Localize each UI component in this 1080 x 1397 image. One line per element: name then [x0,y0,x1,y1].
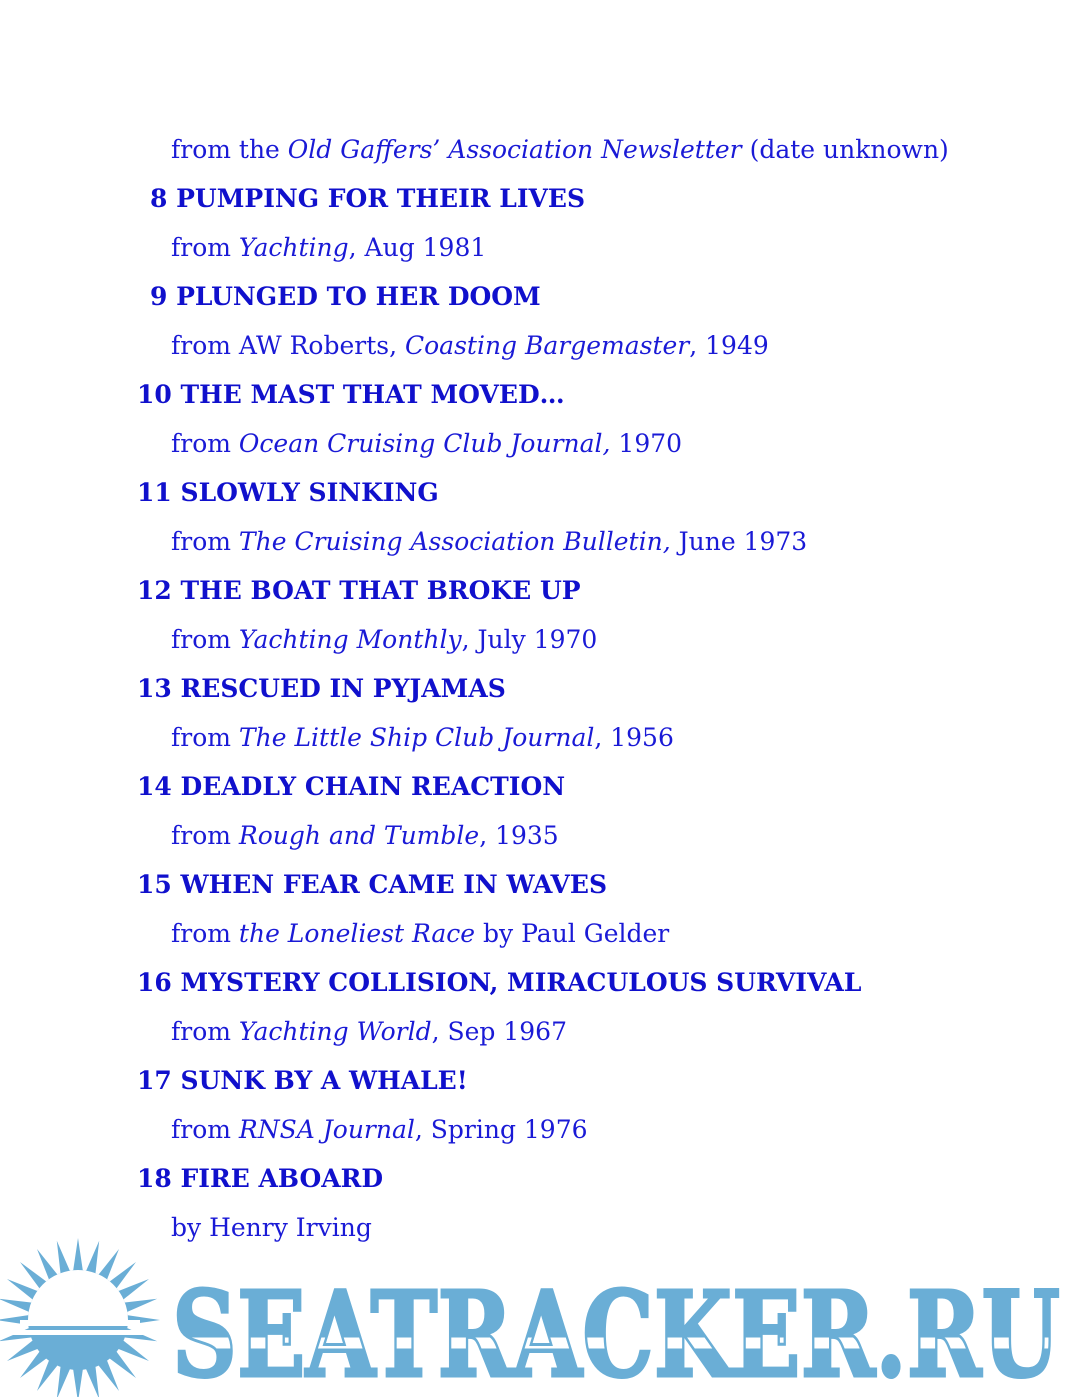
toc-entry-number: 15 [137,870,172,899]
source-prefix: from [171,625,239,654]
toc-entry-title [137,772,565,802]
source-prefix: from [171,723,239,752]
toc-entry-heading: MYSTERY COLLISION, MIRACULOUS SURVIVAL [180,968,862,997]
source-prefix: from [171,233,239,262]
toc-entry-title [137,478,439,508]
toc-entry-title [137,870,607,900]
toc-entry-title [137,380,565,410]
source-suffix: , Spring 1976 [414,1115,588,1144]
toc-entry-source [171,1017,567,1047]
toc-entry-number: 12 [137,576,172,605]
toc-entry-source [171,919,669,949]
source-prefix: from [171,919,239,948]
toc-entry-number: 11 [137,478,172,507]
source-suffix: , Sep 1967 [431,1017,567,1046]
watermark [0,1238,1080,1397]
source-prefix: from [171,821,239,850]
toc-entry-number: 9 [150,282,168,311]
toc-entry-title [150,184,585,214]
toc-entry-number: 10 [137,380,172,409]
toc-entry-number: 8 [150,184,168,213]
toc-entry-heading: PLUNGED TO HER DOOM [176,282,541,311]
sun-over-sea-icon [0,1238,160,1397]
toc-entry-source [171,233,486,263]
source-prefix: from [171,429,239,458]
toc-entry-number: 16 [137,968,172,997]
toc-entry-source [171,625,597,655]
toc-entry-title [137,1066,468,1096]
toc-entry-title [137,576,581,606]
source-suffix: 1970 [610,429,683,458]
toc-entry-title [137,674,506,704]
source-prefix: from [171,527,239,556]
toc-entry-heading: PUMPING FOR THEIR LIVES [176,184,586,213]
toc-entry-source [171,331,769,361]
source-publication: Yachting Monthly [238,625,462,654]
source-suffix: , 1949 [689,331,769,360]
source-publication: Coasting Bargemaster [404,331,690,360]
toc-entry-source [171,821,559,851]
toc-entry-heading: THE MAST THAT MOVED… [180,380,565,409]
source-publication: The Cruising Association Bulletin, [238,527,671,556]
toc-entry-heading: SUNK BY A WHALE! [180,1066,468,1095]
toc-entry-heading: RESCUED IN PYJAMAS [180,674,506,703]
source-prefix: from AW Roberts, [171,331,405,360]
toc-entry-number: 13 [137,674,172,703]
source-suffix: June 1973 [670,527,808,556]
toc-entry-title [137,1164,383,1194]
source-suffix: (date unknown) [741,135,949,164]
toc-entry-heading: THE BOAT THAT BROKE UP [180,576,581,605]
toc-entry-source [171,527,807,557]
toc-entry-source [171,1115,588,1145]
toc-entry-source [171,135,949,165]
source-publication: Ocean Cruising Club Journal, [238,429,611,458]
source-publication: Old Gaffers’ Association Newsletter [287,135,742,164]
toc-entry-title [137,968,861,998]
toc-entry-heading: FIRE ABOARD [180,1164,384,1193]
source-publication: Rough and Tumble [238,821,480,850]
source-publication: Yachting [238,233,349,262]
source-publication: Yachting World [238,1017,432,1046]
source-suffix: , July 1970 [461,625,598,654]
source-publication: The Little Ship Club Journal [238,723,595,752]
toc-entry-number: 18 [137,1164,172,1193]
toc-entry-source [171,429,682,459]
toc-entry-number: 17 [137,1066,172,1095]
toc-entry-source [171,723,674,753]
source-prefix: from [171,1017,239,1046]
toc-entry-heading: DEADLY CHAIN REACTION [180,772,566,801]
toc-entry-heading: SLOWLY SINKING [180,478,439,507]
watermark-text: SEATRACKER.RU [172,1265,1060,1397]
source-suffix: , 1935 [479,821,559,850]
source-publication: RNSA Journal [238,1115,415,1144]
source-suffix: by Paul Gelder [475,919,670,948]
source-prefix: from the [171,135,288,164]
source-suffix: , 1956 [594,723,674,752]
toc-entry-number: 14 [137,772,172,801]
source-prefix: from [171,1115,239,1144]
source-publication: the Loneliest Race [238,919,476,948]
source-suffix: , Aug 1981 [348,233,487,262]
source-prefix: by Henry Irving [171,1213,372,1242]
toc-entry-heading: WHEN FEAR CAME IN WAVES [180,870,608,899]
toc-entry-title [150,282,541,312]
